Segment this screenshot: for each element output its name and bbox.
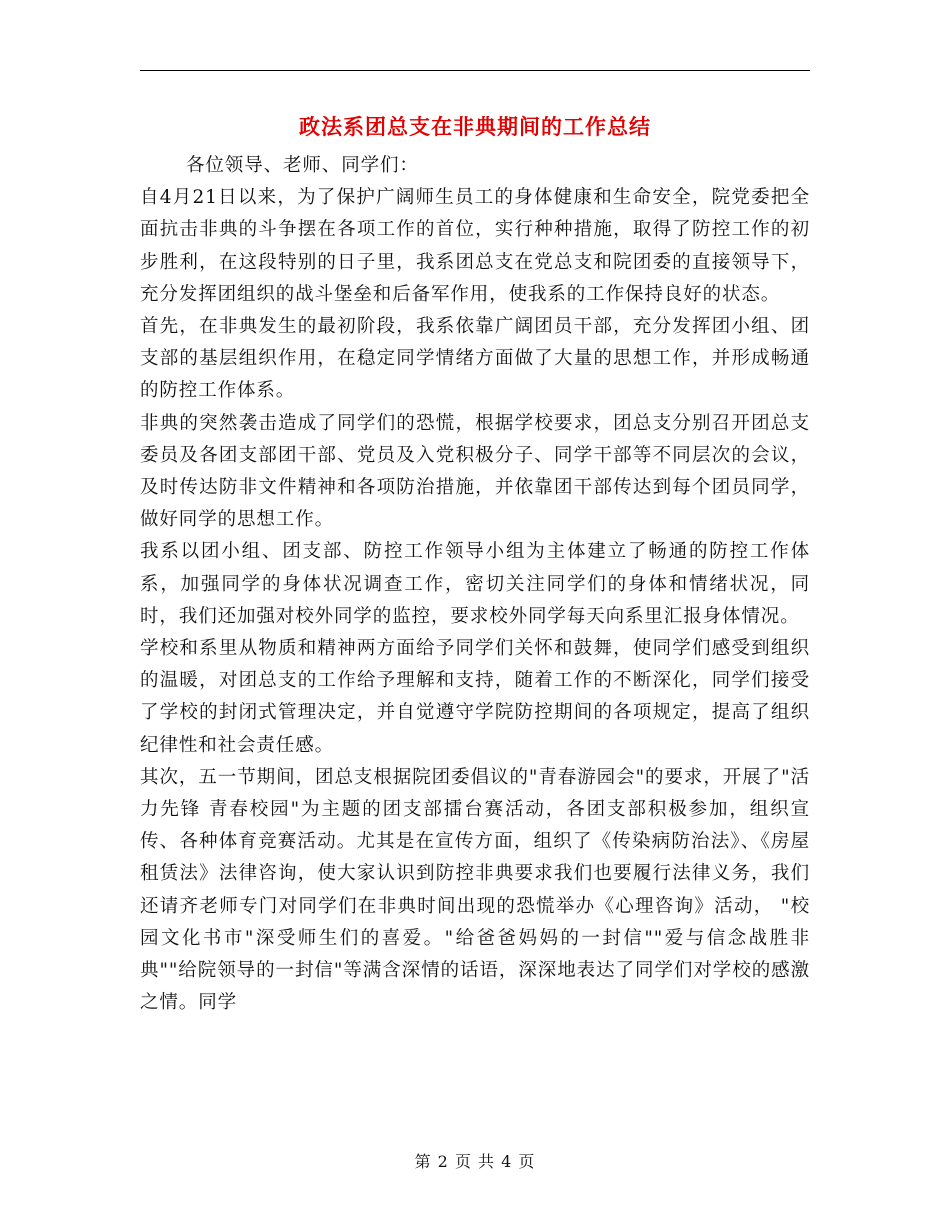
paragraph-6: 其次，五一节期间，团总支根据院团委倡议的"青春游园会"的要求，开展了"活力先锋 青春校园"为主题的团支部擂台赛活动，各团支部积极参加，组织宣传、各种体育竞赛活动。尤其是在宣传方面，组织了《传染病防治法》、《房屋租赁法》法律咨询，使大家认识到防控非典要求我们也要履行法律义务，我们还请齐老师专门对同学们在非典时间出现的恐慌举办《心理咨询》活动， "校园文化书市"深受师生们的喜爱。"给爸爸妈妈的一封信""爱与信念战胜非典""给院领导的一封信"等满含深情的话语，深深地表达了同学们对学校的感激之情。同学 (140, 766, 810, 1014)
paragraph-5: 学校和系里从物质和精神两方面给予同学们关怀和鼓舞，使同学们感受到组织的温暖，对团总支的工作给予理解和支持，随着工作的不断深化，同学们接受了学校的封闭式管理决定，并自觉遵守学院防控期间的各项规定，提高了组织纪律性和社会责任感。 (140, 638, 810, 756)
document-body (140, 150, 810, 1019)
paragraph-1: 自4月21日以来，为了保护广阔师生员工的身体健康和生命安全，院党委把全面抗击非典的斗争摆在各项工作的首位，实行种种措施，取得了防控工作的初步胜利，在这段特别的日子里，我系团总支在党总支和院团委的直接领导下，充分发挥团组织的战斗堡垒和后备军作用，使我系的工作保持良好的状态。 (140, 187, 810, 305)
paragraph-4: 我系以团小组、团支部、防控工作领导小组为主体建立了畅通的防控工作体系，加强同学的身体状况调查工作，密切关注同学们的身体和情绪状况，同时，我们还加强对校外同学的监控，要求校外同学每天向系里汇报身体情况。 (140, 541, 810, 627)
page-footer: 第 2 页 共 4 页 (414, 1152, 536, 1171)
document-title: 政法系团总支在非典期间的工作总结 (299, 114, 651, 139)
paragraph-2: 首先，在非典发生的最初阶段，我系依靠广阔团员干部，充分发挥团小组、团支部的基层组织作用，在稳定同学情绪方面做了大量的思想工作，并形成畅通的防控工作体系。 (140, 316, 810, 402)
header-rule (140, 70, 810, 71)
paragraph-3: 非典的突然袭击造成了同学们的恐慌，根据学校要求，团总支分别召开团总支委员及各团支部团干部、党员及入党积极分子、同学干部等不同层次的会议，及时传达防非文件精神和各项防治措施，并依靠团干部传达到每个团员同学，做好同学的思想工作。 (140, 412, 810, 531)
salutation: 各位领导、老师、同学们： (186, 155, 419, 176)
